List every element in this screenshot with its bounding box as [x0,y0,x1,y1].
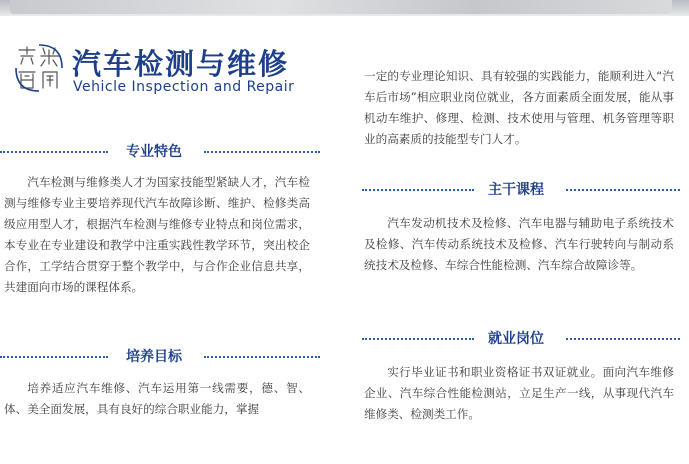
section-heading-courses [362,179,682,199]
header-photo [10,0,672,14]
section-title: 专业特色 [126,144,182,160]
top-photo-band [0,0,689,16]
seal-logo [15,44,63,92]
section-heading-features [0,141,320,161]
jobs-paragraph: 实行毕业证书和职业资格证书双证就业。面向汽车维修企业、汽车综合性能检测站，立足生产一线，从事现代汽车维修类、检测类工作。 [364,365,674,421]
goals-paragraph: 培养适应汽车维修、汽车运用第一线需要，德、智、体、美全面发展，具有良好的综合职业能力，掌握 [4,381,310,416]
dotted-divider-left [0,356,108,358]
dotted-divider-right [566,189,680,191]
page-title: 汽车检测与维修 [72,47,290,81]
dotted-divider-left [0,151,108,153]
section-heading-jobs [362,328,682,348]
section-title: 就业岗位 [488,331,544,347]
courses-paragraph: 汽车发动机技术及检修、汽车电器与辅助电子系统技术及检修、汽车传动系统技术及检修、汽车行驶转向与制动系统技术及检修、车综合性能检测、汽车综合故障诊等。 [364,216,674,272]
dotted-divider-left [362,189,474,191]
features-paragraph: 汽车检测与维修类人才为国家技能型紧缺人才，汽车检测与维修专业主要培养现代汽车故障诊断、维护、检修类高级应用型人才，根据汽车检测与维修专业特点和岗位需求，本专业在专业建设和教学中注重实践性教学环节，突出校企合作，工学结合贯穿于整个教学中，与合作企业信息共享，共建面向市场的课程体系。 [4,175,310,294]
section-heading-goals [0,346,320,366]
dotted-divider-right [566,338,680,340]
goals-paragraph-continued: 一定的专业理论知识、具有较强的实践能力，能顺利进入“汽车后市场”相应职业岗位就业，各方面素质全面发展，能从事机动车维护、修理、检测、技术使用与管理、机务管理等职业的高素质的技能型专门人才。 [364,69,674,146]
section-title: 培养目标 [126,349,182,365]
section-title: 主干课程 [488,182,544,198]
page-subtitle: Vehicle Inspection and Repair [73,79,295,95]
dotted-divider-left [362,338,474,340]
dotted-divider-right [204,151,320,153]
dotted-divider-right [204,356,320,358]
